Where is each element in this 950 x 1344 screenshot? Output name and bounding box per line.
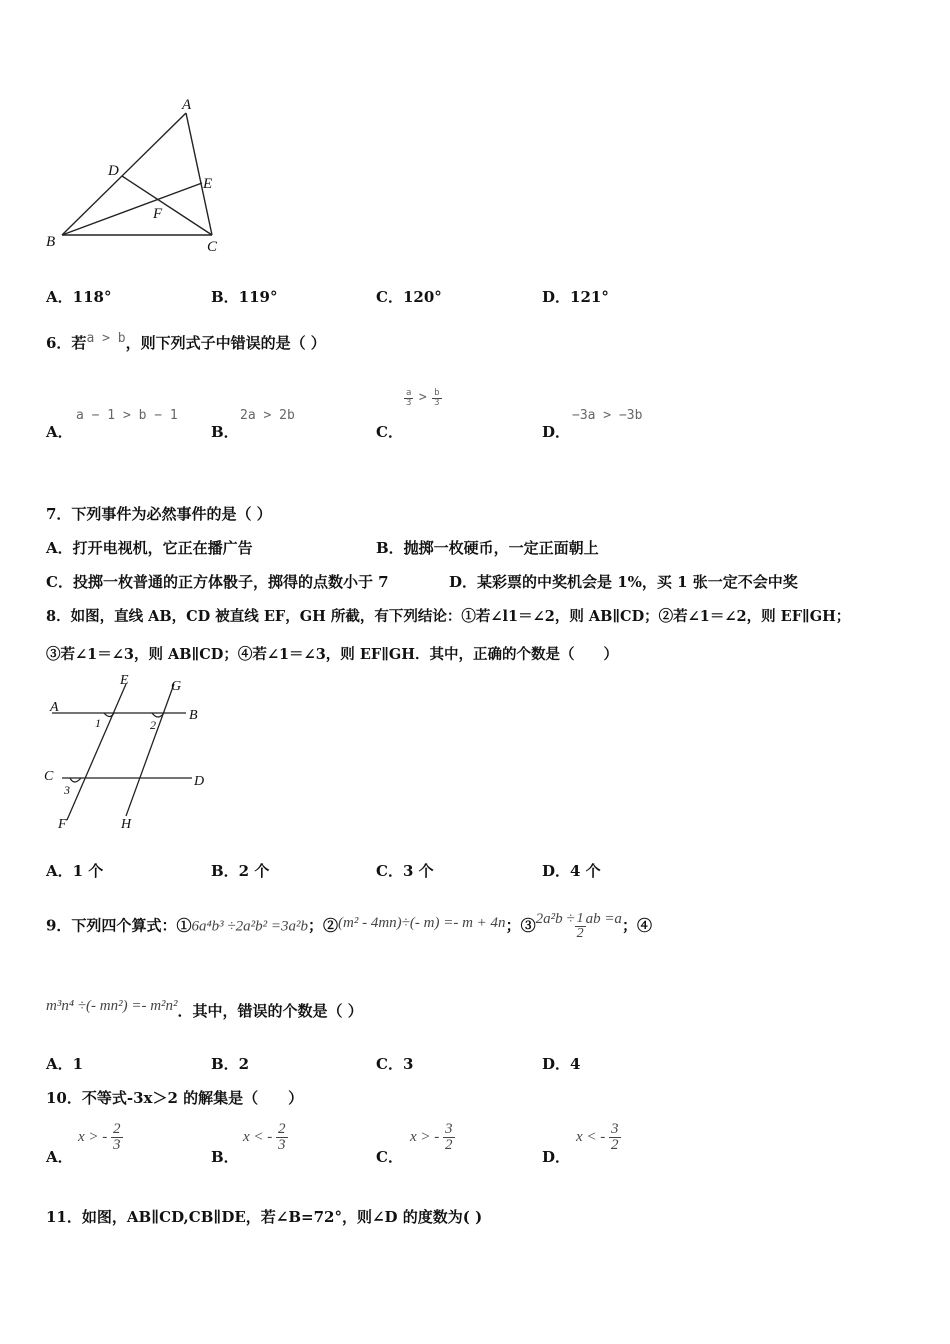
q8-stem-line2: ③若∠1＝∠3，则 AB∥CD；④若∠1＝∠3，则 EF∥GH．其中，正确的个数是（ ） xyxy=(46,646,618,663)
q8-option-c: C．3 个 xyxy=(376,862,434,880)
q10-letter-c: C． xyxy=(376,1148,403,1166)
q6-letter-b: B． xyxy=(211,423,239,441)
q10-b-lhs: x < - xyxy=(243,1128,273,1145)
q6-c-num-left: a xyxy=(406,388,412,398)
q10-a-lhs: x > - xyxy=(78,1128,108,1145)
label-b: B xyxy=(46,234,56,250)
label-c: C xyxy=(44,769,54,784)
q10-c-num: 3 xyxy=(445,1121,453,1137)
q7-option-d: D．某彩票的中奖机会是 1%，买 1 张一定不会中奖 xyxy=(449,573,798,591)
q11-stem: 11．如图，AB∥CD,CB∥DE，若∠B=72°，则∠D 的度数为( ) xyxy=(46,1208,483,1226)
q6-option-d: −3a > −3b xyxy=(572,408,643,423)
segment-be xyxy=(62,183,202,235)
q9-expr-3-den: 2 xyxy=(576,926,584,941)
q7-option-a: A．打开电视机，它正在播广告 xyxy=(46,539,253,557)
label-b: B xyxy=(189,708,198,723)
q7-option-c: C．投掷一枚普通的正方体骰子，掷得的点数小于 7 xyxy=(46,573,389,591)
q10-a-num: 2 xyxy=(113,1121,121,1137)
q6-suffix: ，则下列式子中错误的是（ ） xyxy=(125,334,326,352)
q6-option-b: 2a > 2b xyxy=(240,408,295,423)
q9-option-c: C．3 xyxy=(376,1055,414,1073)
label-e: E xyxy=(120,673,129,688)
q10-b-den: 3 xyxy=(278,1137,286,1153)
label-d: D xyxy=(194,774,205,789)
q6-prefix: 6．若 xyxy=(46,334,87,352)
q5-option-a: A．118° xyxy=(46,288,112,306)
q9-expr-3-right: ab =a xyxy=(585,910,622,927)
segment-ab xyxy=(62,113,186,235)
q6-letter-d: D． xyxy=(542,423,571,441)
label-f: F xyxy=(153,206,163,222)
label-angle-1: 1 xyxy=(95,716,101,730)
label-f: F xyxy=(58,817,67,832)
q10-stem: 10．不等式-3x＞2 的解集是（ ） xyxy=(46,1089,304,1107)
q9-expr-3-num: 1 xyxy=(576,911,584,926)
label-a: A xyxy=(50,700,59,715)
q5-option-d: D．121° xyxy=(542,288,609,306)
parallel-lines-figure xyxy=(40,670,220,835)
q9-sep-3: ；④ xyxy=(621,916,652,935)
q10-option-c xyxy=(410,1122,455,1153)
q6-c-rel: > xyxy=(418,390,427,405)
q9-stem-line2 xyxy=(46,1000,363,1021)
label-h: H xyxy=(121,817,132,832)
q6-letter-c: C． xyxy=(376,423,403,441)
q10-letter-a: A． xyxy=(46,1148,73,1166)
q6-stem xyxy=(46,332,326,353)
q9-sep-2: ；③ xyxy=(505,916,536,935)
label-e: E xyxy=(203,176,213,192)
segment-ac xyxy=(186,113,212,235)
q10-a-den: 3 xyxy=(113,1137,121,1153)
q9-lead: 9．下列四个算式：① xyxy=(46,916,192,935)
q6-c-den-right: 3 xyxy=(434,398,440,408)
q10-letter-d: D． xyxy=(542,1148,571,1166)
q6-condition: a > b xyxy=(86,331,126,346)
label-g: G xyxy=(171,679,182,694)
q10-c-den: 2 xyxy=(445,1137,453,1153)
line-ef xyxy=(67,684,126,820)
q6-letter-a: A． xyxy=(46,423,73,441)
q6-c-den-left: 3 xyxy=(406,398,412,408)
q9-option-b: B．2 xyxy=(211,1055,250,1073)
q9-expr-2: (m² - 4mn)÷(- m) =- m + 4n xyxy=(338,914,506,931)
q6-c-num-right: b xyxy=(434,388,440,398)
q5-option-b: B．119° xyxy=(211,288,278,306)
q9-expr-3-left: 2a²b ÷ xyxy=(535,910,575,927)
label-d: D xyxy=(108,163,119,179)
q9-stem-line1 xyxy=(46,912,652,941)
q9-option-a: A．1 xyxy=(46,1055,84,1073)
q9-option-d: D．4 xyxy=(542,1055,581,1073)
label-angle-3: 3 xyxy=(64,783,70,797)
q10-option-b xyxy=(243,1122,288,1153)
q7-stem: 7．下列事件为必然事件的是（ ） xyxy=(46,505,272,523)
q9-expr-1: 6a⁴b³ ÷2a²b² =3a²b xyxy=(191,918,309,935)
q8-option-d: D．4 个 xyxy=(542,862,601,880)
q6-option-c xyxy=(404,389,442,408)
q8-stem-line1: 8．如图，直线 AB，CD 被直线 EF，GH 所截，有下列结论：①若∠l1＝∠2，则 AB∥CD；②若∠1＝∠2，则 EF∥GH； xyxy=(46,608,851,625)
q6-option-a: a − 1 > b − 1 xyxy=(76,408,178,423)
label-angle-2: 2 xyxy=(150,718,156,732)
q10-d-den: 2 xyxy=(611,1137,619,1153)
triangle-figure xyxy=(40,95,240,260)
q10-option-d xyxy=(576,1122,621,1153)
q7-option-b: B．抛掷一枚硬币，一定正面朝上 xyxy=(376,539,599,557)
q10-d-num: 3 xyxy=(611,1121,619,1137)
line-gh xyxy=(126,684,174,816)
q9-expr-4: m³n⁴ ÷(- mn²) =- m²n² xyxy=(46,998,178,1014)
q8-option-b: B．2 个 xyxy=(211,862,270,880)
q9-sep-1: ；② xyxy=(308,916,339,935)
label-a: A xyxy=(182,97,192,113)
q10-letter-b: B． xyxy=(211,1148,239,1166)
q10-c-lhs: x > - xyxy=(410,1128,440,1145)
label-c: C xyxy=(207,239,218,255)
q10-option-a xyxy=(78,1122,123,1153)
q10-b-num: 2 xyxy=(278,1121,286,1137)
q5-option-c: C．120° xyxy=(376,288,442,306)
q10-d-lhs: x < - xyxy=(576,1128,606,1145)
q9-tail: ．其中，错误的个数是（ ） xyxy=(177,1002,363,1020)
q8-option-a: A．1 个 xyxy=(46,862,104,880)
